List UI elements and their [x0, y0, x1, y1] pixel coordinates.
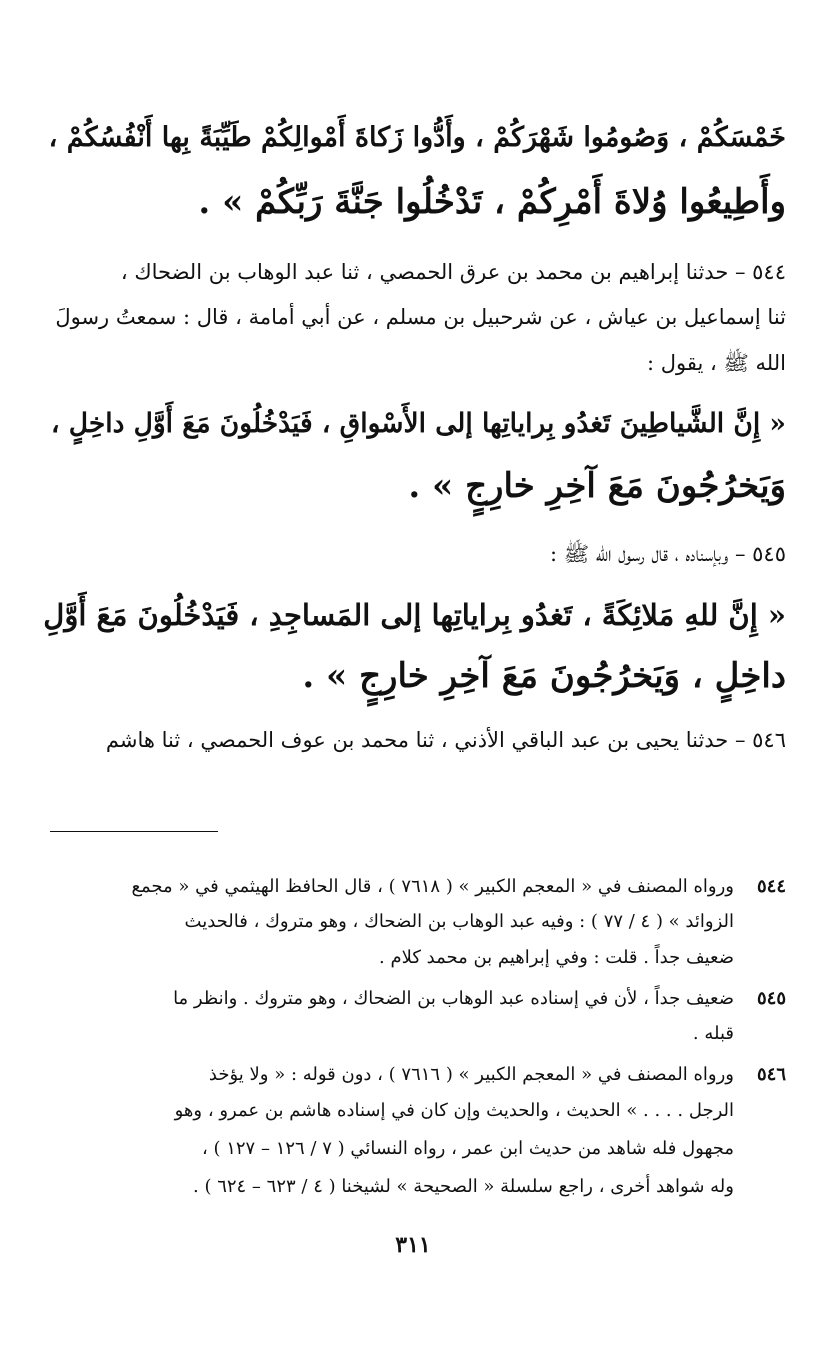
footnote-546-line-3: مجهول فله شاهد من حديث ابن عمر ، رواه النسائي ( ٧ / ١٢٦ – ١٢٧ ) ، [201, 1138, 734, 1159]
hadith-544-isnad-line-3: الله ﷺ ، يقول : [647, 351, 786, 375]
hadith-543-line-1: خَمْسَكُمْ ، وَصُومُوا شَهْرَكُمْ ، وأَدُّوا زَكاةَ أَمْوالِكُمْ طَيِّبَةً بِها أَنْفُسُكُمْ ، [48, 122, 786, 153]
footnote-546-number: ٥٤٦ [756, 1064, 786, 1085]
hadith-546-isnad: ٥٤٦ – حدثنا يحيى بن عبد الباقي الأذني ، ثنا محمد بن عوف الحمصي ، ثنا هاشم [105, 728, 786, 752]
footnote-545-line-2: قبله . [692, 1023, 734, 1044]
footnote-546-line-1: ورواه المصنف في « المعجم الكبير » ( ٧٦١٦ ) ، دون قوله : « ولا يؤخذ [208, 1064, 734, 1085]
hadith-544-matn-line-1: « إِنَّ الشَّياطِينَ تَغدُو بِراياتِها إلى الأَسْواقِ ، فَيَدْخُلُونَ مَعَ أَوَّلِ داخِلٍ ، [51, 408, 786, 439]
hadith-544-isnad-line-2: ثنا إسماعيل بن عياش ، عن شرحبيل بن مسلم ، عن أبي أمامة ، قال : سمعتُ رسولَ [55, 305, 786, 329]
hadith-543-line-2: وأَطِيعُوا وُلاةَ أَمْرِكُمْ ، تَدْخُلُوا جَنَّةَ رَبِّكُمْ » . [198, 182, 786, 222]
hadith-545-matn-line-1: « إِنَّ للهِ مَلائِكَةً ، تَغدُو بِراياتِها إلى المَساجِدِ ، فَيَدْخُلُونَ مَعَ أَوَّلِ [43, 598, 786, 632]
footnote-545-line-1: ضعيف جداً ، لأن في إسناده عبد الوهاب بن الضحاك ، وهو متروك . وانظر ما [173, 988, 734, 1009]
footnote-546-line-4: وله شواهد أخرى ، راجع سلسلة « الصحيحة » لشيخنا ( ٤ / ٦٢٣ – ٦٢٤ ) . [193, 1176, 734, 1197]
footnote-544-line-1: ورواه المصنف في « المعجم الكبير » ( ٧٦١٨ ) ، قال الحافظ الهيثمي في « مجمع [131, 876, 734, 897]
hadith-545-matn-line-2: داخِلٍ ، وَيَخرُجُونَ مَعَ آخِرِ خارِجٍ » . [302, 656, 786, 696]
hadith-544-isnad-line-1: ٥٤٤ – حدثنا إبراهيم بن محمد بن عرق الحمصي ، ثنا عبد الوهاب بن الضحاك ، [120, 260, 786, 284]
footnote-546-line-2: الرجل . . . . » الحديث ، والحديث وإن كان في إسناده هاشم بن عمرو ، وهو [174, 1100, 734, 1121]
footnote-separator [50, 831, 218, 832]
footnote-545-number: ٥٤٥ [756, 988, 786, 1009]
footnote-544-number: ٥٤٤ [756, 876, 786, 897]
hadith-545-isnad: ٥٤٥ – وبإسناده ، قال رسول الله ﷺ : [549, 542, 786, 566]
footnote-544-line-3: ضعيف جداً . قلت : وفي إبراهيم بن محمد كلام . [379, 947, 734, 968]
hadith-544-matn-line-2: وَيَخرُجُونَ مَعَ آخِرِ خارِجٍ » . [408, 466, 786, 506]
page-number: ٣١١ [395, 1232, 431, 1258]
footnote-544-line-2: الزوائد » ( ٤ / ٧٧ ) : وفيه عبد الوهاب بن الضحاك ، وهو متروك ، فالحديث [184, 911, 734, 932]
